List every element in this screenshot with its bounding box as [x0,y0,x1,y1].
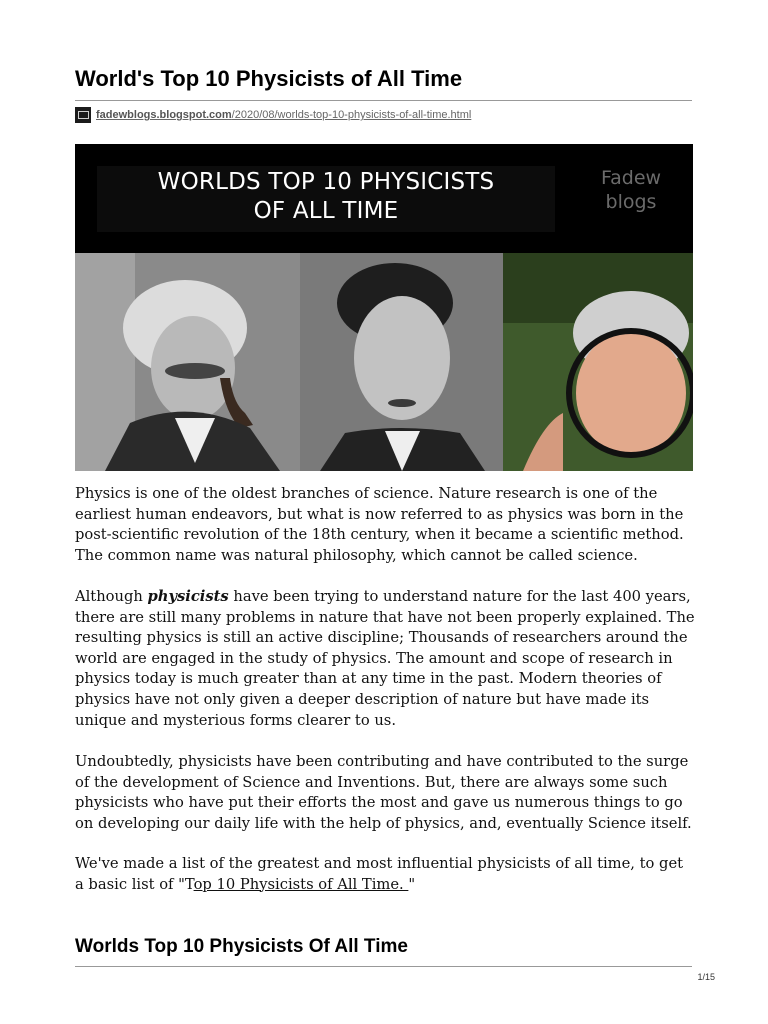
paragraph-4-before: We've made a list of the greatest and most influential physicists of all time, to get a basic list of "T [75,855,684,893]
paragraph-1: Physics is one of the oldest branches of science. Nature research is one of the earliest human endeavors, but what is now referred to as physics was born in the post-scientific revolution of the 18th century, when it became a scientific method. The common name was natural philosophy, which cannot be called science. [75,485,684,564]
physicists-emphasis: physicists [147,588,229,605]
source-path: /2020/08/worlds-top-10-physicists-of-all-time.html [231,109,472,121]
banner-image [75,144,693,471]
paragraph-2-before: Although [75,588,148,605]
title-divider [75,100,692,101]
page-number: 1/15 [697,972,715,982]
paragraph-4-after: " [408,875,416,893]
source-row [75,106,471,124]
paragraph-4 [75,854,695,895]
banner-headline-line1: WORLDS TOP 10 PHYSICISTS [157,169,495,195]
paragraph-3: Undoubtedly, physicists have been contributing and have contributed to the surge of the development of Science and Inventions. But, there are always some such physicists who have put their efforts the most and gave us numerous things to go on developing our daily life with the help of physics, and, eventually Science itself. [75,753,692,832]
section-divider [75,966,692,967]
source-domain: fadewblogs.blogspot.com [96,109,232,121]
banner-brand [565,166,697,232]
site-favicon-icon [75,107,91,123]
source-url-link[interactable] [96,109,471,121]
page-title: World's Top 10 Physicists of All Time [75,66,463,91]
banner-brand-line2: blogs [605,191,657,213]
paragraph-2 [75,587,695,731]
paragraph-2-after: have been trying to understand nature for the last 400 years, there are still many problems in nature that have not been properly explained. The resulting physics is still an active discipline; Thousands of researchers around the world are engaged in the study of physics. The amount and scope of research in physics today is much greater than at any time in the past. Modern theories of physics have not only given a deeper description of nature but have made its unique and mysterious forms clearer to us. [75,588,695,729]
photo-physicist-2 [300,253,503,471]
photo-physicist-1 [75,253,300,471]
physicist-photos [75,253,693,471]
section-heading: Worlds Top 10 Physicists Of All Time [75,936,408,957]
banner-headline [97,168,555,226]
top-10-list-link[interactable]: op 10 Physicists of All Time. [193,875,409,893]
banner-header [75,144,693,253]
banner-headline-line2: OF ALL TIME [253,198,399,224]
photo-physicist-3 [503,253,693,471]
banner-brand-line1: Fadew [600,167,662,189]
